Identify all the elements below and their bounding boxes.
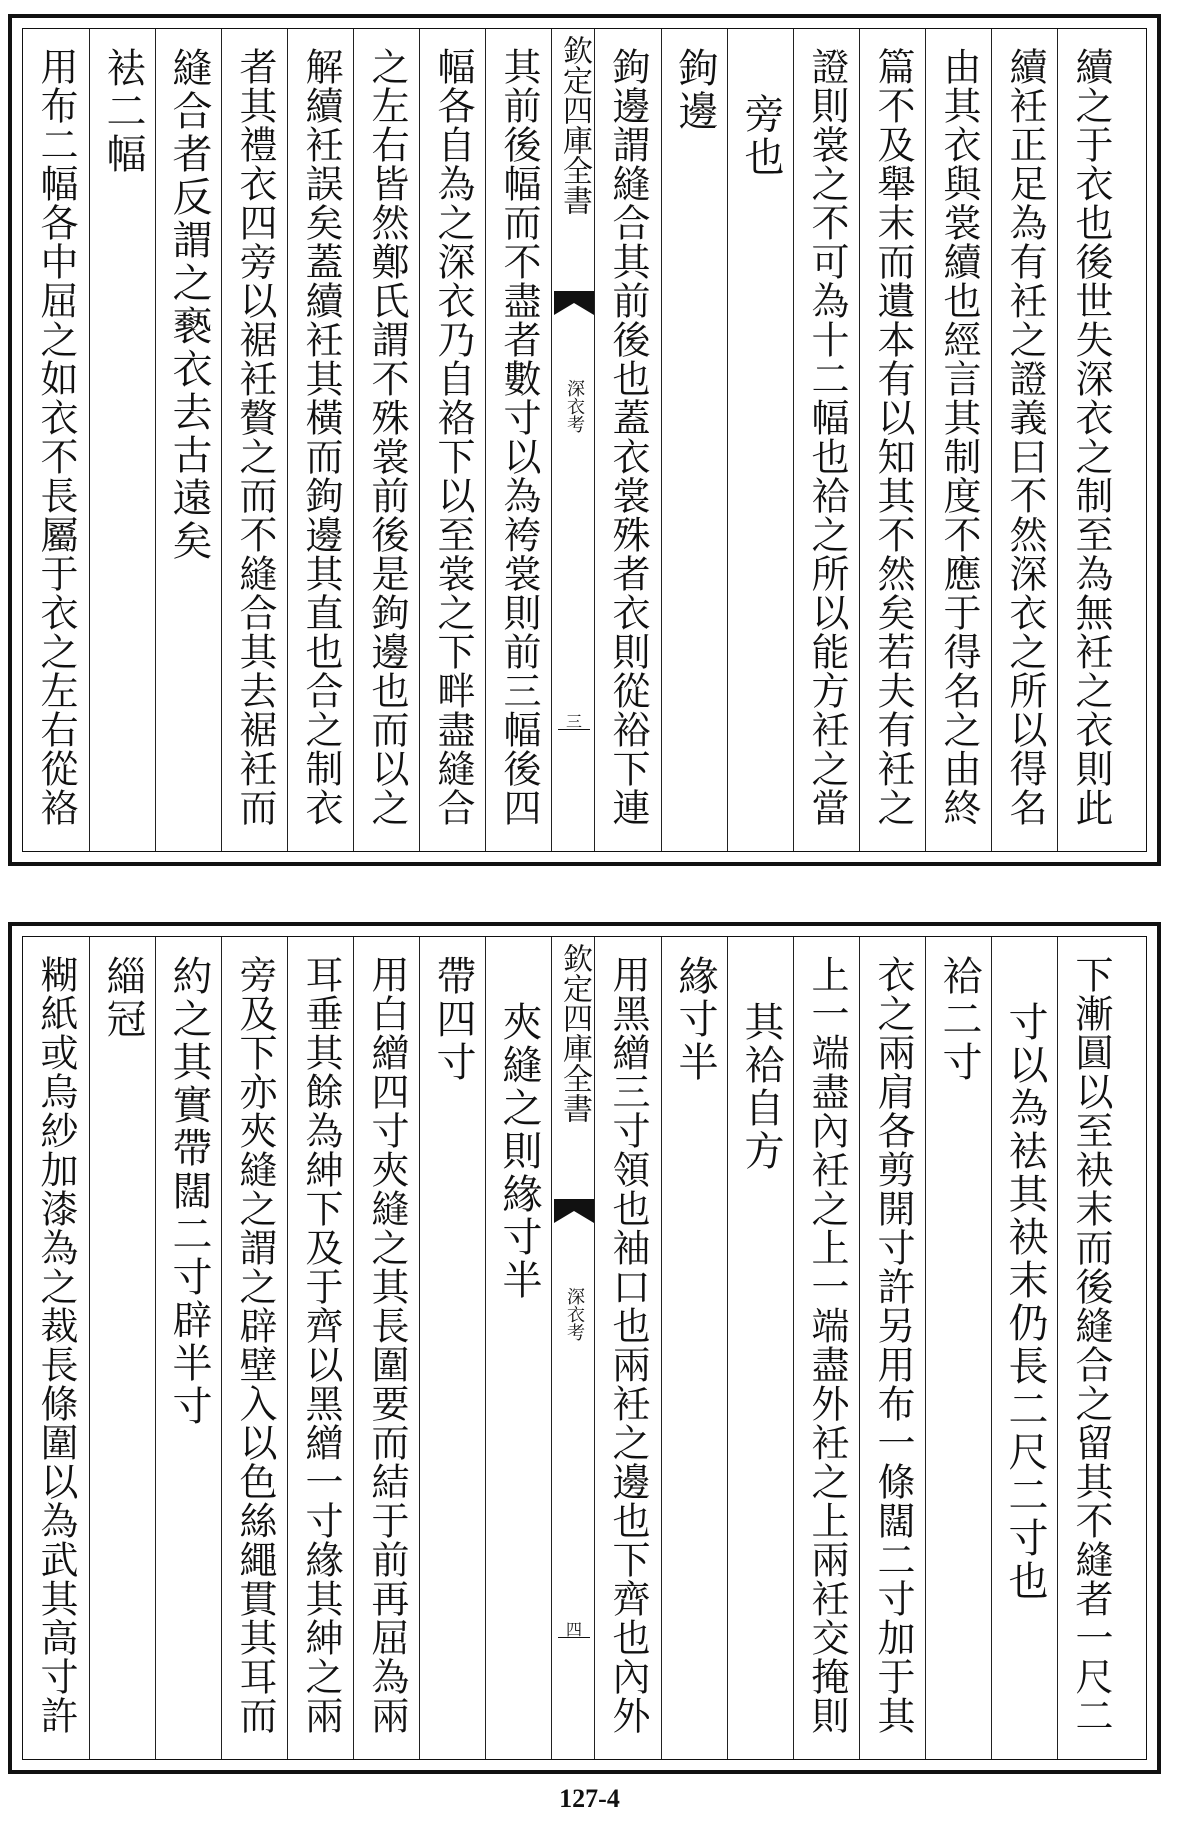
text-column: [221, 937, 287, 1759]
text-column: [23, 29, 89, 851]
text-column: [89, 29, 155, 851]
text-column: [991, 937, 1057, 1759]
text-column: [155, 29, 221, 851]
text-column: [859, 937, 925, 1759]
column-text: 寸以為袪其袂末仍長二尺二寸也: [1002, 1001, 1048, 1603]
column-text: 約之其實帶闊二寸辟半寸: [166, 955, 212, 1428]
sheet-number: 127-4: [559, 1784, 620, 1813]
text-column: [793, 937, 859, 1759]
section-heading: 帶四寸: [430, 955, 476, 1084]
center-fold: [551, 29, 595, 851]
column-text: 其前後幅而不盡者數寸以為袴裳則前三幅後四: [497, 47, 541, 827]
text-column: [661, 937, 727, 1759]
text-column: [23, 937, 89, 1759]
fishtail-mark: [552, 289, 596, 319]
column-text: 衣之兩肩各剪開寸許另用布一條闊二寸加于其: [871, 955, 915, 1735]
book-title: 深衣考: [564, 1287, 585, 1341]
column-text: 旁也: [738, 93, 784, 179]
fishtail-mark: [552, 1197, 596, 1227]
bottom-folio: [8, 922, 1161, 1774]
text-column: [287, 937, 353, 1759]
column-text: 證則裳之不可為十二幅也袷之所以能方衽之當: [805, 47, 849, 827]
text-column: [727, 29, 793, 851]
leaf-number: 四: [565, 1620, 582, 1639]
column-text: 用白繒四寸夾縫之其長圍要而結于前再屈為兩: [365, 955, 409, 1735]
column-text: 續之于衣也後世失深衣之制至為無衽之衣則此: [1069, 47, 1113, 827]
column-text: 用布二幅各中屈之如衣不長屬于衣之左右從袼: [34, 47, 78, 827]
column-text: 解續衽誤矣蓋續衽其橫而鉤邊其直也合之制衣: [299, 47, 343, 827]
text-column: [595, 937, 661, 1759]
text-column: [991, 29, 1057, 851]
text-column: [155, 937, 221, 1759]
top-folio: [8, 14, 1161, 866]
text-column: [859, 29, 925, 851]
section-heading: 緣寸半: [672, 955, 718, 1084]
book-title: 深衣考: [564, 379, 585, 433]
column-text: 耳垂其餘為紳下及于齊以黑繒一寸緣其紳之兩: [299, 955, 343, 1735]
text-column: [1057, 29, 1123, 851]
leaf-number: 三: [565, 712, 582, 731]
column-text: 之左右皆然鄭氏謂不殊裳前後是鉤邊也而以之: [365, 47, 409, 827]
section-heading: 緇冠: [100, 955, 146, 1041]
section-heading: 袪二幅: [100, 47, 146, 176]
column-text: 鉤邊謂縫合其前後也蓋衣裳殊者衣則從裕下連: [606, 47, 650, 827]
text-column: [727, 937, 793, 1759]
column-text: 旁及下亦夾縫之謂之辟壁入以色絲繩貫其耳而: [233, 955, 277, 1735]
collection-title: 欽定四庫全書: [557, 943, 592, 1123]
text-column: [221, 29, 287, 851]
column-text: 夾縫之則緣寸半: [496, 1001, 542, 1302]
section-heading: 袷二寸: [936, 955, 982, 1084]
text-column: [925, 937, 991, 1759]
text-column: [419, 937, 485, 1759]
collection-title: 欽定四庫全書: [557, 35, 592, 215]
column-text: 上一端盡內衽之上一端盡外衽之上兩衽交掩則: [805, 955, 849, 1735]
text-column: [595, 29, 661, 851]
text-column: [661, 29, 727, 851]
top-folio-frame: [22, 28, 1147, 852]
text-column: [1057, 937, 1123, 1759]
text-column: [89, 937, 155, 1759]
column-text: 其袷自方: [738, 1001, 784, 1173]
text-column: [419, 29, 485, 851]
column-text: 者其禮衣四旁以裾衽贅之而不縫合其去裾衽而: [233, 47, 277, 827]
bottom-folio-frame: [22, 936, 1147, 1760]
text-column: [287, 29, 353, 851]
text-column: [925, 29, 991, 851]
column-text: 糊紙或烏紗加漆為之裁長條圍以為武其高寸許: [34, 955, 78, 1735]
text-column: [353, 29, 419, 851]
column-text: 篇不及舉末而遺本有以知其不然矣若夫有衽之: [871, 47, 915, 827]
column-text: 續衽正足為有衽之證義曰不然深衣之所以得名: [1003, 47, 1047, 827]
text-column: [353, 937, 419, 1759]
column-text: 縫合者反謂之褻衣去古遠矣: [166, 47, 212, 563]
text-column: [485, 937, 551, 1759]
column-text: 幅各自為之深衣乃自袼下以至裳之下畔盡縫合: [431, 47, 475, 827]
center-fold: [551, 937, 595, 1759]
text-column: [793, 29, 859, 851]
column-text: 用黑繒三寸領也袖口也兩衽之邊也下齊也內外: [606, 955, 650, 1735]
text-column: [485, 29, 551, 851]
section-heading: 鉤邊: [672, 47, 718, 133]
column-text: 下漸圓以至袂末而後縫合之留其不縫者一尺二: [1069, 955, 1113, 1735]
column-text: 由其衣與裳續也經言其制度不應于得名之由終: [937, 47, 981, 827]
